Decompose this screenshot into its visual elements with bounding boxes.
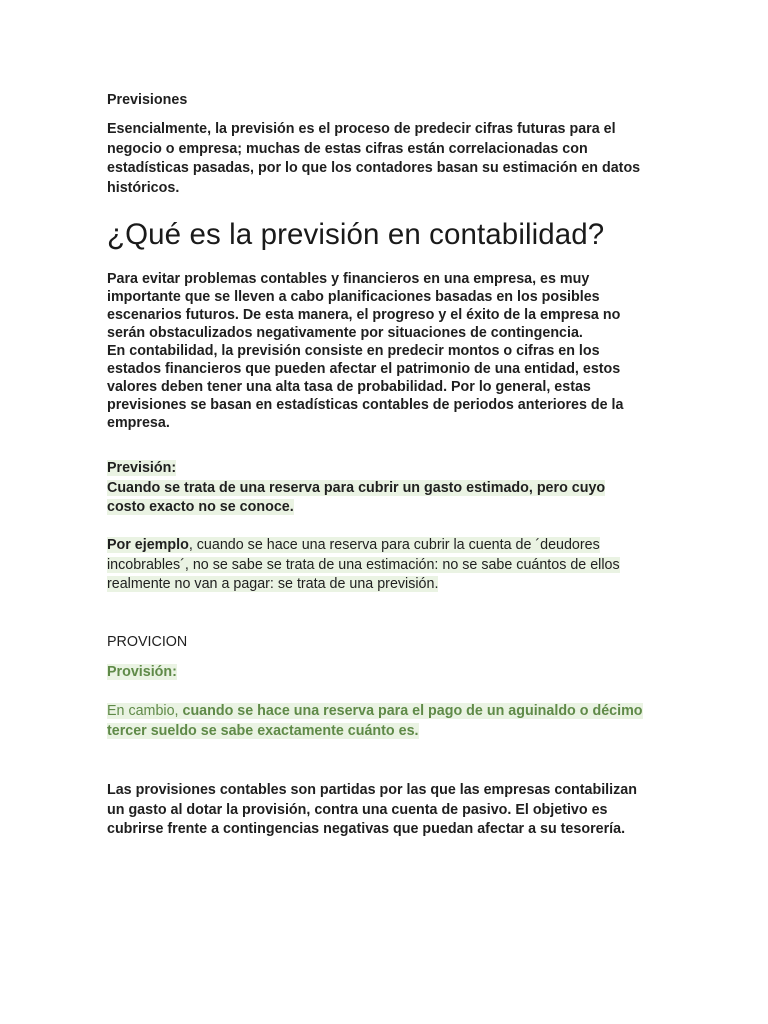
intro-text: [107, 270, 655, 432]
provicion-heading: PROVICION: [107, 634, 188, 650]
section-body-previsiones: Esencialmente, la previsión es el proceso de predecir cifras futuras para el negocio o empresa; muchas de estas cifras están correlacionadas con estadísticas pasadas, por lo que los contadores basan su estimación en datos históricos.: [107, 121, 641, 196]
intro-paragraph-2: En contabilidad, la previsión consiste en predecir montos o cifras en los estados financieros que pueden afectar el patrimonio de una entidad, estos valores deben tener una alta tasa de probabilidad. Por lo general, estas previsiones se basan en estadísticas contables de periodos anteriores de la empresa.: [107, 343, 624, 431]
provision-label-line: [107, 663, 657, 683]
prevision-definition: Cuando se trata de una reserva para cubrir un gasto estimado, pero cuyo costo exacto no se conoce.: [107, 479, 606, 515]
provision-example: [107, 702, 647, 741]
provision-text: cuando se hace una reserva para el pago de un aguinaldo o décimo tercer sueldo se sabe exactamente cuánto es.: [107, 703, 643, 739]
provision-lead: En cambio,: [107, 703, 183, 719]
prevision-example: [107, 536, 655, 595]
intro-paragraph-1: Para evitar problemas contables y financieros en una empresa, es muy importante que se lleven a cabo planificaciones basadas en los posibles escenarios futuros. De esta manera, el progreso y el éxito de la empresa no serán obstaculizados negativamente por situaciones de contingencia.: [107, 271, 621, 341]
main-heading: ¿Qué es la previsión en contabilidad?: [107, 218, 605, 251]
example-lead: Por ejemplo: [107, 537, 189, 553]
example-text: , cuando se hace una reserva para cubrir la cuenta de ´deudores incobrables´, no se sabe se trata de una estimación: no se sabe cuántos de ellos realmente no van a pagar: se trata de una previsión.: [107, 537, 620, 592]
section-title-previsiones: Previsiones: [107, 92, 188, 108]
closing-paragraph: Las provisiones contables son partidas por las que las empresas contabilizan un gasto al dotar la provisión, contra una cuenta de pasivo. El objetivo es cubrirse frente a contingencias negativas que puedan afectar a su tesorería.: [107, 782, 637, 837]
prevision-label: Previsión:: [107, 460, 177, 476]
prevision-definition-block: [107, 459, 647, 518]
provision-label: Provisión:: [107, 664, 177, 680]
